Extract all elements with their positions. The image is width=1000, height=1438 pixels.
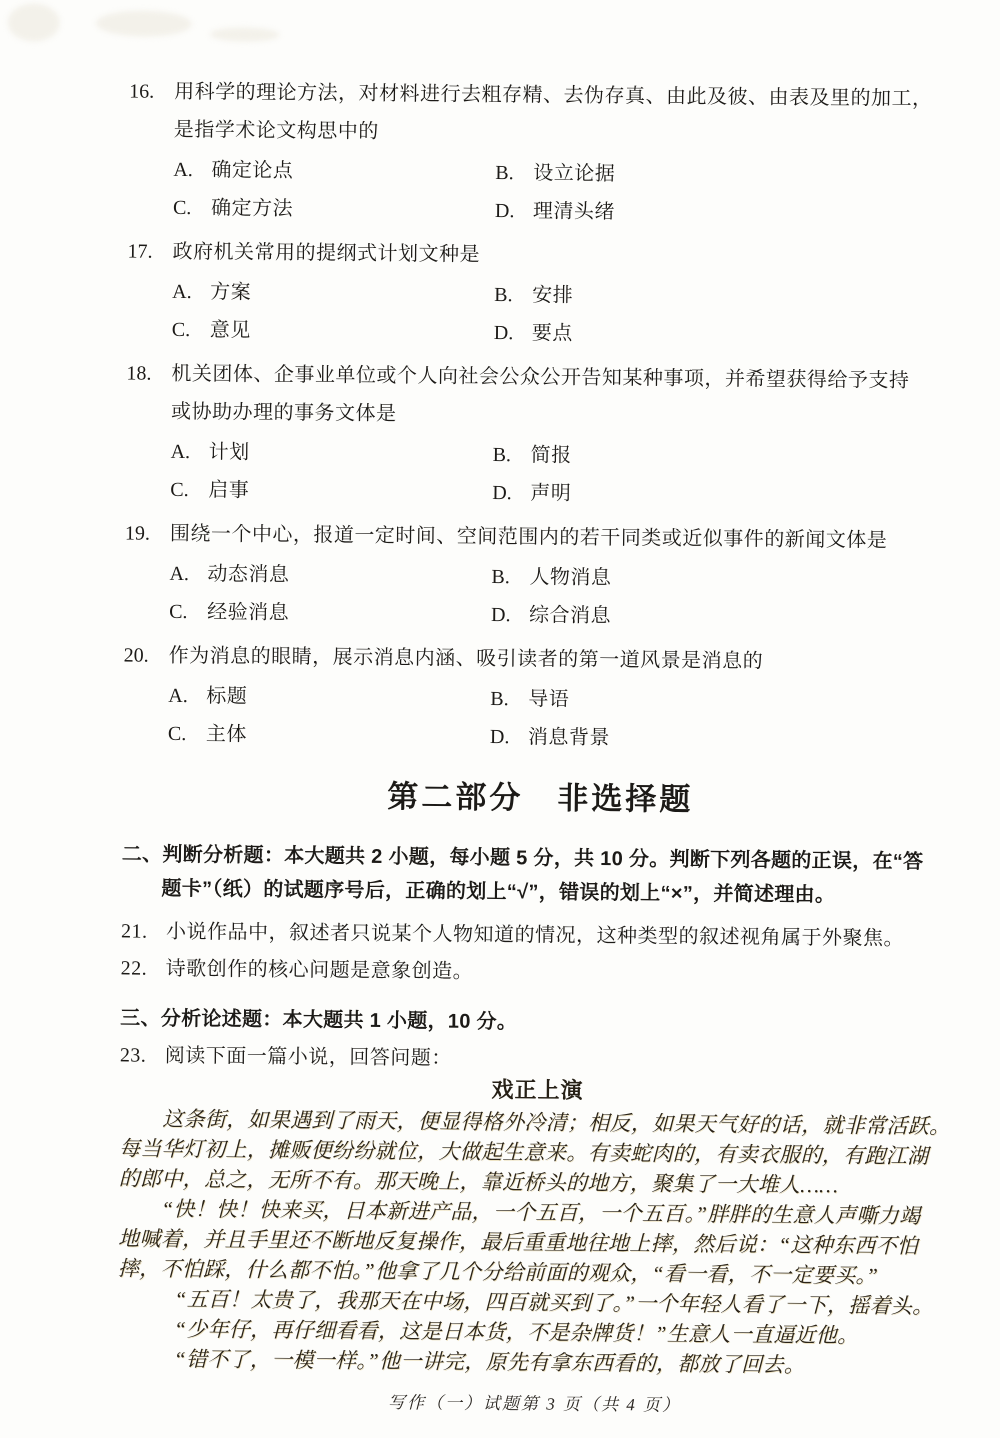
option-label: C. xyxy=(170,478,189,502)
story-title: 戏正上演 xyxy=(491,1077,584,1103)
section2-instructions xyxy=(121,837,958,913)
question-number: 22. xyxy=(120,957,148,980)
section3-heading: 三、分析论述题：本大题共 1 小题，10 分。 xyxy=(120,1007,518,1034)
question-text: 阅读下面一篇小说，回答问题： xyxy=(164,1044,452,1070)
option-c xyxy=(172,311,494,352)
story-line: 每当华灯初上，摊贩便纷纷就位，大做起生意来。有卖蛇肉的，有卖衣服的，有跑江湖 xyxy=(118,1136,929,1169)
question-stem-line: 围绕一个中心，报道一定时间、空间范围内的若干同类或近似事件的新闻文体是 xyxy=(169,522,888,552)
question-stem-line: 作为消息的眼睛，展示消息内涵、吸引读者的第一道风景是消息的 xyxy=(168,644,764,673)
question-text: 诗歌创作的核心问题是意象创造。 xyxy=(165,957,474,983)
question-19 xyxy=(124,514,961,638)
question-number: 23. xyxy=(119,1044,147,1067)
option-label: D. xyxy=(493,321,514,345)
option-text: 人物消息 xyxy=(529,566,612,590)
option-text: 经验消息 xyxy=(207,601,290,625)
option-text: 设立论据 xyxy=(533,162,616,186)
option-label: C. xyxy=(167,722,187,746)
question-16 xyxy=(128,72,965,234)
question-stem-line: 政府机关常用的提纲式计划文种是 xyxy=(172,240,481,266)
option-label: B. xyxy=(492,443,512,467)
option-label: D. xyxy=(492,481,512,505)
question-stem-line: 是指学术论文构思中的 xyxy=(173,118,379,143)
option-text: 安排 xyxy=(532,284,574,307)
option-text: 动态消息 xyxy=(207,563,290,587)
option-label: B. xyxy=(495,161,514,185)
option-label: B. xyxy=(494,283,513,307)
option-a xyxy=(172,273,494,314)
part2-title: 第二部分 非选择题 xyxy=(387,778,694,817)
option-label: C. xyxy=(169,600,188,624)
option-text: 方案 xyxy=(210,281,252,304)
option-b xyxy=(490,680,959,723)
option-text: 确定方法 xyxy=(210,197,294,221)
option-a xyxy=(173,151,495,192)
option-label: C. xyxy=(172,196,192,220)
question-number: 17. xyxy=(127,240,153,263)
option-label: A. xyxy=(173,158,193,182)
option-text: 导语 xyxy=(528,688,570,711)
story-line: 的郎中，总之，无所不有。那天晚上，靠近桥头的地方，聚集了一大堆人…… xyxy=(118,1166,839,1198)
story-body xyxy=(117,1103,956,1381)
option-label: D. xyxy=(494,199,515,223)
option-text: 计划 xyxy=(208,441,250,464)
question-18 xyxy=(125,354,962,516)
option-text: 启事 xyxy=(208,479,250,502)
question-number: 21. xyxy=(120,920,148,943)
option-d xyxy=(495,192,964,235)
option-a xyxy=(169,555,491,596)
story-line: 这条街，如果遇到了雨天，便显得格外冷清；相反，如果天气好的话，就非常活跃。 xyxy=(162,1106,951,1139)
option-text: 标题 xyxy=(206,685,248,708)
option-a xyxy=(168,677,490,718)
option-label: D. xyxy=(491,603,511,627)
option-d xyxy=(494,314,963,357)
option-c xyxy=(168,715,490,756)
option-label: C. xyxy=(171,318,191,342)
story-line: 地喊着，并且手里还不断地反复操作，最后重重地往地上摔，然后说：“这种东西不怕 xyxy=(117,1226,919,1259)
option-text: 理清头绪 xyxy=(532,200,616,224)
section2-line: 二、判断分析题：本大题共 2 小题，每小题 5 分，共 10 分。判断下列各题的正误，在“答 xyxy=(121,843,924,874)
option-c xyxy=(169,593,491,634)
option-label: D. xyxy=(489,725,510,749)
option-label: A. xyxy=(169,562,190,586)
option-text: 消息背景 xyxy=(527,726,611,750)
option-label: A. xyxy=(168,684,188,708)
option-b xyxy=(494,276,963,319)
story-line: “错不了，一模一样。”他一讲完，原先有拿东西看的，都放了回去。 xyxy=(173,1346,806,1378)
question-stem-line: 或协助办理的事务文体是 xyxy=(170,400,397,426)
option-label: A. xyxy=(172,280,192,304)
option-d xyxy=(492,474,961,517)
option-d xyxy=(490,718,959,761)
option-label: B. xyxy=(490,687,509,711)
option-a xyxy=(170,433,492,474)
option-c xyxy=(170,471,492,512)
option-c xyxy=(173,189,495,230)
story-line: “少年仔，再仔细看看，这是日本货，不是杂牌货！”生意人一直逼近他。 xyxy=(174,1316,859,1348)
option-text: 简报 xyxy=(530,444,572,467)
question-number: 18. xyxy=(126,362,152,385)
option-text: 确定论点 xyxy=(211,159,294,183)
story-line: “五百！太贵了，我那天在中场，四百就买到了。”一个年轻人看了一下，摇着头。 xyxy=(174,1286,934,1319)
option-label: A. xyxy=(170,440,191,464)
question-number: 19. xyxy=(124,522,150,545)
option-text: 意见 xyxy=(209,319,251,342)
section2-line: 题卡”（纸）的试题序号后，正确的划上“√”，错误的划上“×”，并简述理由。 xyxy=(161,877,836,907)
question-stem-line: 用科学的理论方法，对材料进行去粗存精、去伪存真、由此及彼、由表及里的加工， xyxy=(174,80,933,111)
question-number: 16. xyxy=(129,80,155,103)
option-text: 要点 xyxy=(531,322,573,345)
option-b xyxy=(495,154,964,197)
option-label: B. xyxy=(491,565,510,589)
question-number: 20. xyxy=(123,644,149,667)
option-text: 主体 xyxy=(205,723,248,746)
option-text: 综合消息 xyxy=(529,604,612,628)
option-b xyxy=(492,436,961,479)
question-20 xyxy=(123,636,960,760)
story-line: “快！快！快来买，日本新进产品，一个五百，一个五百。”胖胖的生意人声嘶力竭 xyxy=(161,1196,921,1229)
question-text: 小说作品中，叙述者只说某个人物知道的情况，这种类型的叙述视角属于外聚焦。 xyxy=(165,920,905,950)
scan-smudge xyxy=(8,3,60,41)
option-b xyxy=(491,558,960,601)
question-stem-line: 机关团体、企事业单位或个人向社会公众公开告知某种事项，并希望获得给予支持 xyxy=(171,362,910,392)
page-footer: 写作（一）试题第 3 页（共 4 页） xyxy=(387,1393,682,1415)
story-line: 摔，不怕踩，什么都不怕。”他拿了几个分给前面的观众，“看一看，不一定要买。” xyxy=(117,1256,879,1288)
option-d xyxy=(491,596,960,639)
option-text: 声明 xyxy=(530,482,572,505)
question-17 xyxy=(127,232,964,356)
